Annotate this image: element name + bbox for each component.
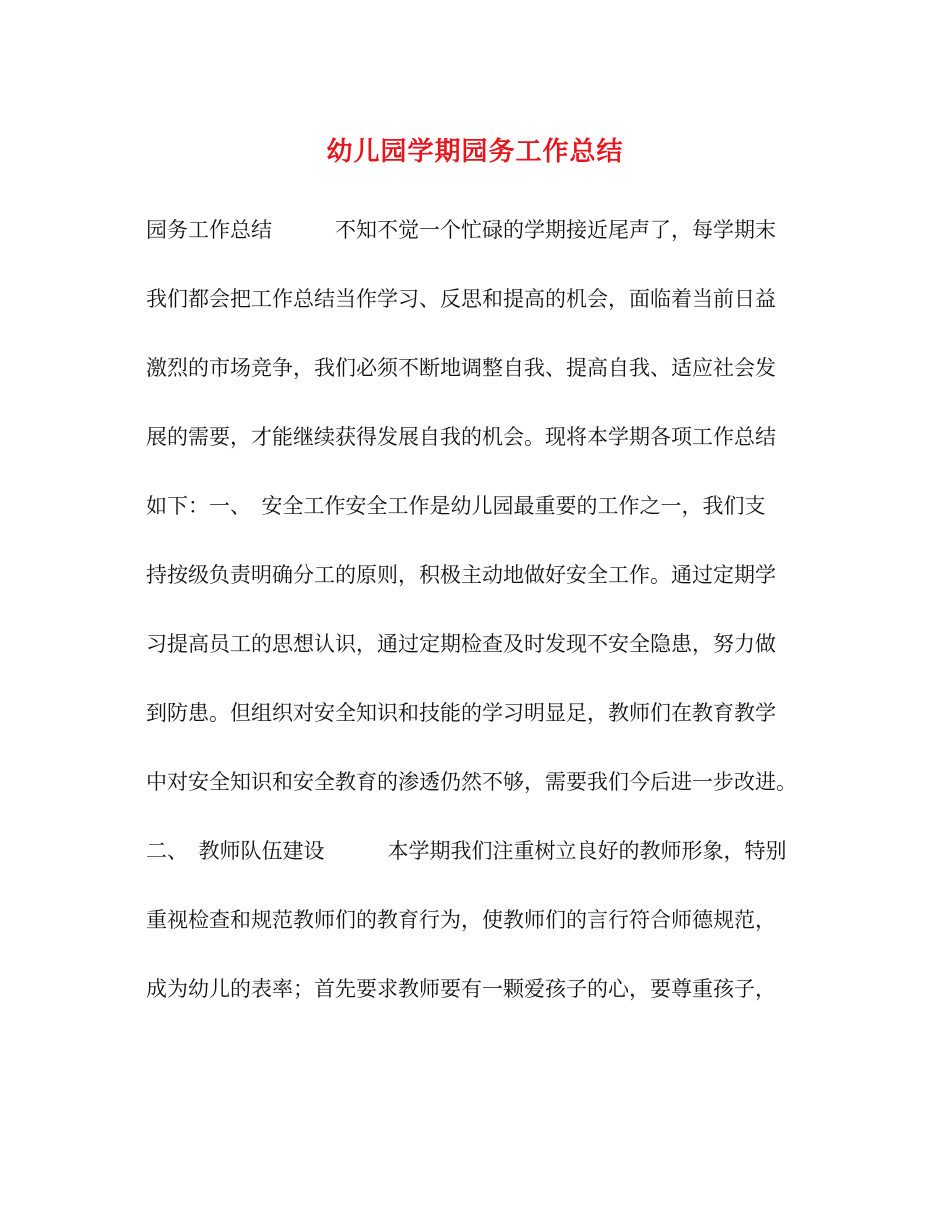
body-line: 到防患。但组织对安全知识和技能的学习明显足，教师们在教育教学 — [146, 701, 776, 725]
body-line: 二、 教师队伍建设 本学期我们注重树立良好的教师形象，特别 — [146, 839, 787, 863]
body-line: 如下：一、 安全工作安全工作是幼儿园最重要的工作之一，我们支 — [146, 494, 766, 518]
body-line: 展的需要，才能继续获得发展自我的机会。现将本学期各项工作总结 — [146, 425, 776, 449]
document-body — [146, 216, 816, 1044]
body-line: 成为幼儿的表率；首先要求教师要有一颗爱孩子的心，要尊重孩子， — [146, 977, 776, 1001]
body-line: 中对安全知识和安全教育的渗透仍然不够，需要我们今后进一步改进。 — [146, 770, 797, 794]
body-line: 我们都会把工作总结当作学习、反思和提高的机会，面临着当前日益 — [146, 287, 776, 311]
body-line: 重视检查和规范教师们的教育行为，使教师们的言行符合师德规范， — [146, 908, 776, 932]
body-line: 持按级负责明确分工的原则，积极主动地做好安全工作。通过定期学 — [146, 563, 776, 587]
body-line: 激烈的市场竞争，我们必须不断地调整自我、提高自我、适应社会发 — [146, 356, 776, 380]
body-line: 习提高员工的思想认识，通过定期检查及时发现不安全隐患，努力做 — [146, 632, 776, 656]
body-line: 园务工作总结 不知不觉一个忙碌的学期接近尾声了，每学期末 — [146, 218, 776, 242]
document-title: 幼儿园学期园务工作总结 — [326, 137, 624, 167]
